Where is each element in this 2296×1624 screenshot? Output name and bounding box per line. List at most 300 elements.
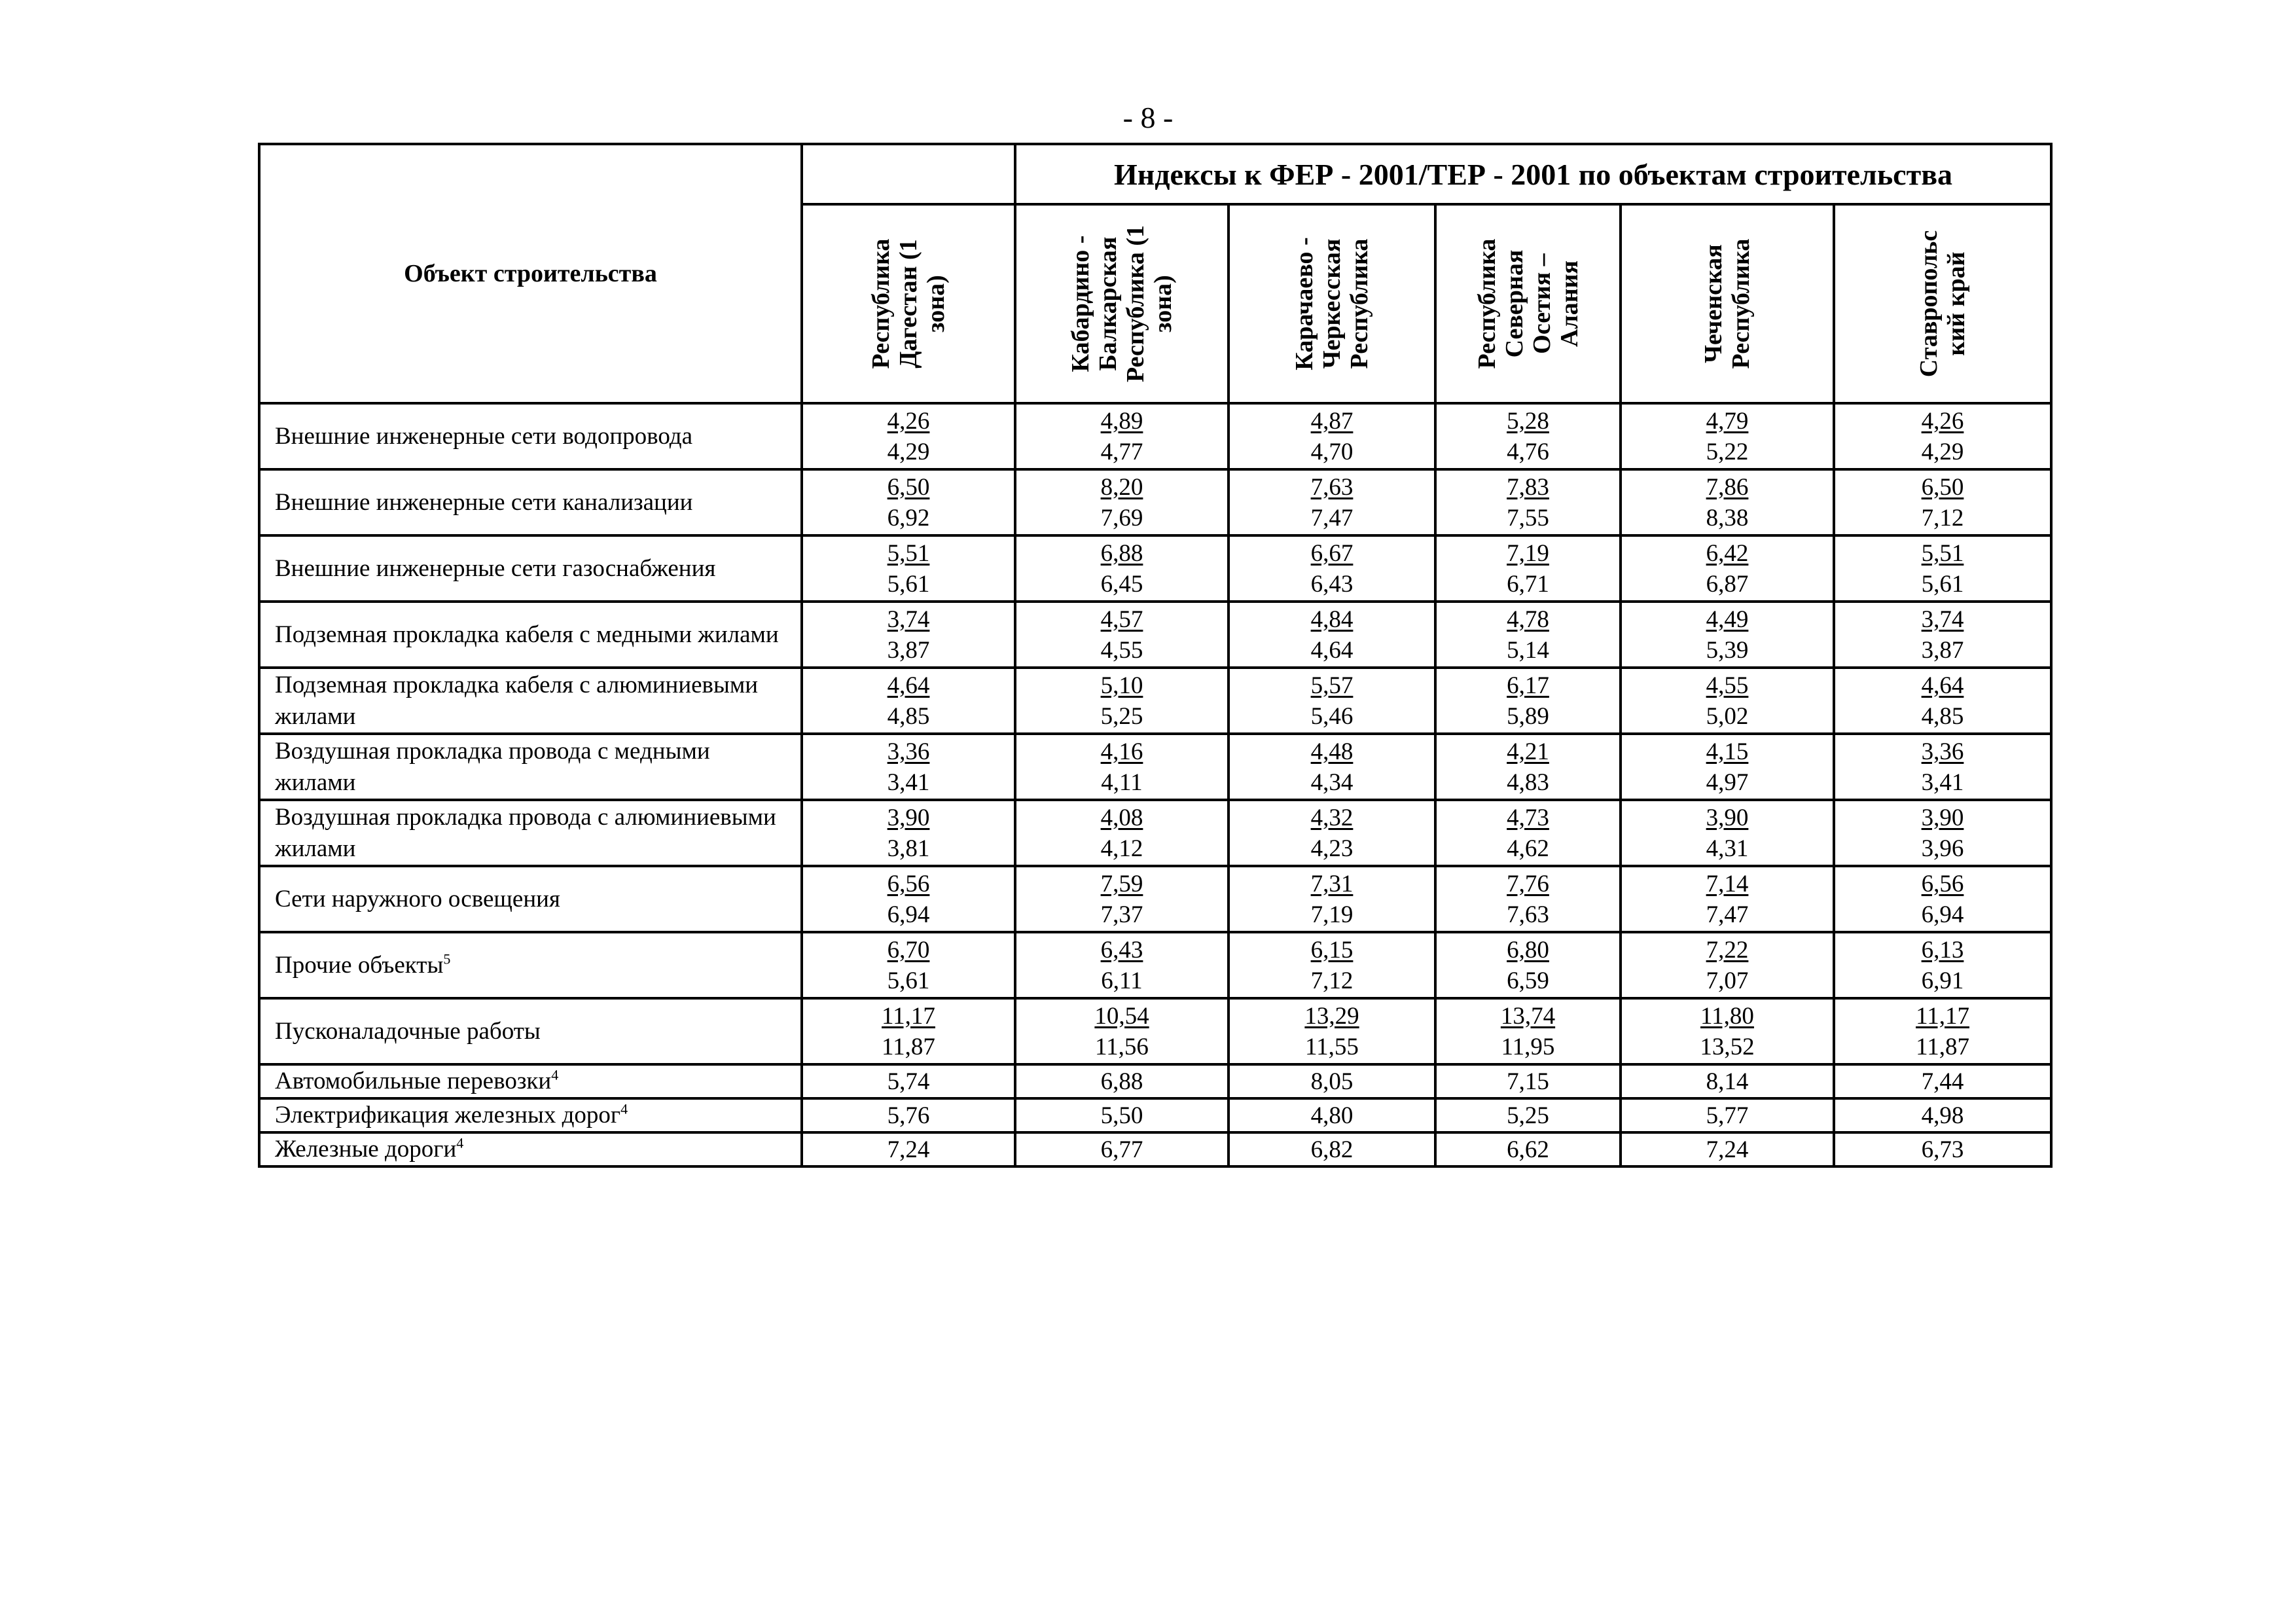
fer-index-value: 5,51 (1921, 539, 1964, 567)
ter-index-value: 7,12 (1921, 504, 1964, 532)
ter-index-value: 3,81 (887, 835, 930, 862)
value-cell (1621, 535, 1834, 602)
value-cell (1834, 1064, 2051, 1098)
value-cell (1621, 668, 1834, 734)
value-cell (1015, 998, 1229, 1064)
fer-index-value-wrap (1230, 935, 1434, 965)
ter-index-value: 5,39 (1706, 636, 1749, 664)
footnote-marker: 4 (620, 1100, 628, 1117)
fer-index-value-wrap (1016, 472, 1227, 503)
row-label (259, 668, 802, 734)
value-cell (1229, 998, 1435, 1064)
value-cell (1015, 866, 1229, 932)
value-cell (1435, 932, 1621, 998)
value-cell (1229, 535, 1435, 602)
fer-index-value-wrap (1622, 935, 1833, 965)
ter-index-value: 11,56 (1095, 1033, 1149, 1060)
value-cell (802, 535, 1015, 602)
fer-index-value-wrap (1230, 803, 1434, 833)
fer-index-value: 3,74 (1921, 605, 1964, 633)
fer-index-value-wrap (803, 604, 1014, 635)
row-label-text: Автомобильные перевозки (275, 1068, 552, 1094)
ter-index-value: 7,37 (1100, 901, 1143, 928)
row-label (259, 1098, 802, 1132)
table-row (259, 1098, 2051, 1132)
ter-index-value: 6,71 (1507, 570, 1549, 598)
region-label: Кабардино - Балкарская Республика (1 зона) (1067, 225, 1177, 383)
index-value: 7,24 (1706, 1136, 1749, 1163)
fer-index-value: 7,63 (1310, 473, 1354, 501)
fer-index-value-wrap (1622, 604, 1833, 635)
fer-index-value: 3,90 (1706, 804, 1749, 831)
index-value: 4,98 (1921, 1102, 1964, 1129)
index-value: 6,62 (1507, 1136, 1549, 1163)
fer-index-value: 4,79 (1706, 407, 1749, 435)
value-cell (1229, 932, 1435, 998)
fer-index-value: 4,26 (1921, 407, 1964, 435)
fer-index-value-wrap (1230, 406, 1434, 437)
region-header (1435, 204, 1621, 403)
ter-index-value: 4,31 (1706, 835, 1749, 862)
value-cell (802, 998, 1015, 1064)
fer-index-value: 5,28 (1507, 407, 1549, 435)
row-label-text: Электрификация железных дорог (275, 1102, 621, 1128)
group-header: Индексы к ФЕР - 2001/ТЕР - 2001 по объектам строительства (1015, 144, 2051, 204)
table-row (259, 1064, 2051, 1098)
fer-index-value: 6,15 (1310, 936, 1354, 964)
fer-index-value-wrap (1016, 869, 1227, 899)
fer-index-value-wrap (1437, 538, 1619, 569)
footnote-marker: 4 (551, 1066, 559, 1083)
region-label: Ставропольс кий край (1915, 230, 1970, 378)
table-row (259, 734, 2051, 800)
fer-index-value: 6,67 (1310, 539, 1354, 567)
fer-index-value-wrap (1016, 604, 1227, 635)
fer-index-value-wrap (1437, 736, 1619, 767)
value-cell (1435, 734, 1621, 800)
fer-index-value-wrap (1622, 538, 1833, 569)
fer-index-value: 7,14 (1706, 870, 1749, 897)
fer-index-value-wrap (803, 869, 1014, 899)
object-column-header: Объект строительства (259, 144, 802, 403)
value-cell (1229, 866, 1435, 932)
page-number: - 8 - (1122, 101, 1174, 134)
ter-index-value: 6,91 (1921, 967, 1964, 994)
ter-index-value: 7,69 (1100, 504, 1143, 532)
row-label (259, 1064, 802, 1098)
region-header (802, 204, 1015, 403)
ter-index-value: 6,43 (1310, 570, 1354, 598)
index-value: 7,24 (887, 1136, 930, 1163)
fer-index-value-wrap (1835, 935, 2050, 965)
value-cell (1435, 998, 1621, 1064)
ter-index-value: 6,59 (1507, 967, 1549, 994)
ter-index-value: 7,47 (1706, 901, 1749, 928)
value-cell (802, 734, 1015, 800)
ter-index-value: 5,02 (1706, 702, 1749, 730)
region-header (1621, 204, 1834, 403)
value-cell (1435, 800, 1621, 866)
fer-index-value-wrap (1230, 869, 1434, 899)
row-label (259, 866, 802, 932)
value-cell (802, 1064, 1015, 1098)
table-body (259, 403, 2051, 1166)
index-value: 5,50 (1100, 1102, 1143, 1129)
fer-index-value-wrap (1622, 1001, 1833, 1032)
fer-index-value: 7,22 (1706, 936, 1749, 964)
value-cell (1621, 734, 1834, 800)
value-cell (802, 1132, 1015, 1166)
row-label-text: Подземная прокладка кабеля с медными жилами (275, 621, 779, 648)
value-cell (1229, 403, 1435, 469)
row-label-text: Подземная прокладка кабеля с алюминиевыми жилами (275, 671, 759, 730)
row-label-text: Внешние инженерные сети канализации (275, 488, 693, 516)
ter-index-value: 5,61 (1921, 570, 1964, 598)
value-cell (1435, 1098, 1621, 1132)
fer-index-value: 4,87 (1310, 407, 1354, 435)
fer-index-value-wrap (1016, 736, 1227, 767)
index-value: 7,44 (1921, 1068, 1964, 1095)
ter-index-value: 11,95 (1501, 1033, 1555, 1060)
fer-index-value: 6,50 (887, 473, 930, 501)
value-cell (1834, 1098, 2051, 1132)
fer-index-value-wrap (803, 803, 1014, 833)
fer-index-value-wrap (1016, 670, 1227, 701)
fer-index-value-wrap (1835, 736, 2050, 767)
index-value: 5,76 (887, 1102, 930, 1129)
region-label: Республика Дагестан (1 зона) (867, 238, 950, 369)
table-row (259, 469, 2051, 535)
region-label: Чеченская Республика (1700, 238, 1755, 369)
row-label (259, 403, 802, 469)
ter-index-value: 4,34 (1310, 768, 1354, 796)
value-cell (1621, 800, 1834, 866)
footnote-marker: 5 (443, 950, 451, 967)
ter-index-value: 7,12 (1310, 967, 1354, 994)
fer-index-value: 7,86 (1706, 473, 1749, 501)
fer-index-value-wrap (1835, 803, 2050, 833)
fer-index-value-wrap (1622, 869, 1833, 899)
value-cell (802, 1098, 1015, 1132)
fer-index-value: 4,26 (887, 407, 930, 435)
fer-index-value: 6,56 (887, 870, 930, 897)
row-label (259, 734, 802, 800)
value-cell (1015, 1064, 1229, 1098)
ter-index-value: 5,22 (1706, 438, 1749, 465)
blank-header-cell (802, 144, 1015, 204)
footnote-marker: 4 (456, 1134, 464, 1151)
fer-index-value-wrap (1622, 803, 1833, 833)
fer-index-value-wrap (1437, 670, 1619, 701)
fer-index-value-wrap (1437, 803, 1619, 833)
value-cell (1435, 602, 1621, 668)
value-cell (802, 932, 1015, 998)
ter-index-value: 7,63 (1507, 901, 1549, 928)
fer-index-value: 6,13 (1921, 936, 1964, 964)
ter-index-value: 4,29 (887, 438, 930, 465)
value-cell (1621, 403, 1834, 469)
fer-index-value: 3,90 (887, 804, 930, 831)
row-label (259, 800, 802, 866)
row-label-text: Прочие объекты (275, 951, 444, 979)
fer-index-value-wrap (1016, 538, 1227, 569)
fer-index-value-wrap (1437, 472, 1619, 503)
value-cell (802, 668, 1015, 734)
ter-index-value: 4,62 (1507, 835, 1549, 862)
value-cell (802, 403, 1015, 469)
fer-index-value: 6,50 (1921, 473, 1964, 501)
value-cell (1015, 734, 1229, 800)
value-cell (1435, 403, 1621, 469)
ter-index-value: 5,46 (1310, 702, 1354, 730)
row-label-text: Пусконаладочные работы (275, 1017, 541, 1045)
fer-index-value: 11,17 (1916, 1002, 1969, 1030)
fer-index-value: 4,78 (1507, 605, 1549, 633)
value-cell (1015, 668, 1229, 734)
fer-index-value: 7,59 (1100, 870, 1143, 897)
fer-index-value-wrap (1835, 472, 2050, 503)
row-label-text: Сети наружного освещения (275, 885, 560, 912)
fer-index-value-wrap (1835, 406, 2050, 437)
row-label (259, 535, 802, 602)
fer-index-value: 4,48 (1310, 738, 1354, 765)
fer-index-value-wrap (1230, 538, 1434, 569)
fer-index-value-wrap (1230, 1001, 1434, 1032)
value-cell (1015, 1132, 1229, 1166)
ter-index-value: 8,38 (1706, 504, 1749, 532)
fer-index-value: 4,21 (1507, 738, 1549, 765)
value-cell (1229, 668, 1435, 734)
fer-index-value-wrap (803, 1001, 1014, 1032)
ter-index-value: 5,61 (887, 967, 930, 994)
table-row (259, 932, 2051, 998)
region-header (1229, 204, 1435, 403)
fer-index-value-wrap (1230, 670, 1434, 701)
index-value: 5,25 (1507, 1102, 1549, 1129)
value-cell (1834, 602, 2051, 668)
row-label (259, 602, 802, 668)
value-cell (1435, 535, 1621, 602)
value-cell (1229, 800, 1435, 866)
fer-index-value: 6,56 (1921, 870, 1964, 897)
fer-index-value: 6,80 (1507, 936, 1549, 964)
value-cell (1834, 998, 2051, 1064)
table-row (259, 800, 2051, 866)
ter-index-value: 7,55 (1507, 504, 1549, 532)
row-label (259, 469, 802, 535)
fer-index-value-wrap (1230, 736, 1434, 767)
fer-index-value-wrap (803, 736, 1014, 767)
fer-index-value: 4,73 (1507, 804, 1549, 831)
value-cell (1015, 932, 1229, 998)
fer-index-value: 5,57 (1310, 672, 1354, 699)
fer-index-value: 6,42 (1706, 539, 1749, 567)
ter-index-value: 11,55 (1305, 1033, 1359, 1060)
value-cell (1834, 668, 2051, 734)
value-cell (1015, 1098, 1229, 1132)
fer-index-value: 6,17 (1507, 672, 1549, 699)
ter-index-value: 11,87 (1916, 1033, 1969, 1060)
value-cell (1834, 535, 2051, 602)
fer-index-value: 8,20 (1100, 473, 1143, 501)
fer-index-value-wrap (1437, 604, 1619, 635)
table-row (259, 535, 2051, 602)
row-label-text: Внешние инженерные сети водопровода (275, 422, 693, 450)
value-cell (1834, 932, 2051, 998)
value-cell (1229, 1132, 1435, 1166)
table-row (259, 602, 2051, 668)
value-cell (1621, 998, 1834, 1064)
fer-index-value: 11,80 (1700, 1002, 1754, 1030)
value-cell (1435, 469, 1621, 535)
value-cell (1621, 1064, 1834, 1098)
fer-index-value-wrap (1016, 803, 1227, 833)
fer-index-value-wrap (803, 472, 1014, 503)
fer-index-value-wrap (1835, 1001, 2050, 1032)
value-cell (1621, 1098, 1834, 1132)
ter-index-value: 7,07 (1706, 967, 1749, 994)
index-value: 6,77 (1100, 1136, 1143, 1163)
region-header (1834, 204, 2051, 403)
ter-index-value: 6,94 (887, 901, 930, 928)
fer-index-value-wrap (1622, 406, 1833, 437)
fer-index-value: 13,74 (1500, 1002, 1556, 1030)
index-value: 8,05 (1310, 1068, 1354, 1095)
fer-index-value: 7,31 (1310, 870, 1354, 897)
row-label-text: Железные дороги (275, 1136, 457, 1163)
table-row (259, 998, 2051, 1064)
ter-index-value: 6,87 (1706, 570, 1749, 598)
value-cell (1834, 866, 2051, 932)
fer-index-value: 11,17 (882, 1002, 935, 1030)
fer-index-value: 4,57 (1100, 605, 1143, 633)
fer-index-value-wrap (803, 406, 1014, 437)
fer-index-value: 4,89 (1100, 407, 1143, 435)
fer-index-value: 4,49 (1706, 605, 1749, 633)
ter-index-value: 4,85 (1921, 702, 1964, 730)
value-cell (1015, 469, 1229, 535)
fer-index-value: 7,83 (1507, 473, 1549, 501)
ter-index-value: 6,92 (887, 504, 930, 532)
fer-index-value-wrap (1622, 670, 1833, 701)
ter-index-value: 4,85 (887, 702, 930, 730)
ter-index-value: 4,12 (1100, 835, 1143, 862)
fer-index-value: 4,55 (1706, 672, 1749, 699)
ter-index-value: 4,11 (1101, 768, 1143, 796)
fer-index-value: 3,36 (1921, 738, 1964, 765)
row-label (259, 998, 802, 1064)
index-value: 4,80 (1310, 1102, 1354, 1129)
value-cell (1015, 403, 1229, 469)
value-cell (802, 469, 1015, 535)
row-label (259, 932, 802, 998)
fer-index-value: 3,90 (1921, 804, 1964, 831)
value-cell (1834, 469, 2051, 535)
ter-index-value: 5,25 (1100, 702, 1143, 730)
fer-index-value: 5,51 (887, 539, 930, 567)
ter-index-value: 3,87 (1921, 636, 1964, 664)
ter-index-value: 4,77 (1100, 438, 1143, 465)
ter-index-value: 5,14 (1507, 636, 1549, 664)
fer-index-value-wrap (1016, 935, 1227, 965)
value-cell (802, 866, 1015, 932)
region-header (1015, 204, 1229, 403)
ter-index-value: 6,94 (1921, 901, 1964, 928)
fer-index-value-wrap (1437, 1001, 1619, 1032)
fer-index-value-wrap (1835, 604, 2050, 635)
row-label-text: Внешние инженерные сети газоснабжения (275, 554, 716, 582)
index-value: 7,15 (1507, 1068, 1549, 1095)
fer-index-value: 6,70 (887, 936, 930, 964)
ter-index-value: 6,45 (1100, 570, 1143, 598)
ter-index-value: 4,83 (1507, 768, 1549, 796)
row-label-text: Воздушная прокладка провода с алюминиевыми жилами (275, 803, 776, 862)
ter-index-value: 4,70 (1310, 438, 1354, 465)
fer-index-value: 13,29 (1304, 1002, 1359, 1030)
value-cell (1621, 932, 1834, 998)
index-value: 5,77 (1706, 1102, 1749, 1129)
index-value: 6,88 (1100, 1068, 1143, 1095)
index-value: 5,74 (887, 1068, 930, 1095)
value-cell (1834, 800, 2051, 866)
ter-index-value: 4,64 (1310, 636, 1354, 664)
fer-index-value-wrap (1622, 472, 1833, 503)
fer-index-value: 4,64 (887, 672, 930, 699)
value-cell (802, 602, 1015, 668)
value-cell (1834, 1132, 2051, 1166)
value-cell (1621, 469, 1834, 535)
fer-index-value: 3,74 (887, 605, 930, 633)
ter-index-value: 3,41 (887, 768, 930, 796)
fer-index-value-wrap (803, 538, 1014, 569)
fer-index-value-wrap (1437, 869, 1619, 899)
ter-index-value: 4,55 (1100, 636, 1143, 664)
value-cell (1834, 403, 2051, 469)
fer-index-value: 4,16 (1100, 738, 1143, 765)
value-cell (1435, 866, 1621, 932)
value-cell (1015, 535, 1229, 602)
ter-index-value: 5,61 (887, 570, 930, 598)
fer-index-value-wrap (1016, 406, 1227, 437)
value-cell (1015, 800, 1229, 866)
ter-index-value: 11,87 (882, 1033, 935, 1060)
region-label: Республика Северная Осетия – Алания (1473, 238, 1583, 369)
table-row (259, 668, 2051, 734)
ter-index-value: 6,11 (1101, 967, 1143, 994)
ter-index-value: 5,89 (1507, 702, 1549, 730)
ter-index-value: 4,29 (1921, 438, 1964, 465)
value-cell (802, 800, 1015, 866)
table-row (259, 866, 2051, 932)
fer-index-value: 3,36 (887, 738, 930, 765)
fer-index-value-wrap (1835, 538, 2050, 569)
value-cell (1229, 602, 1435, 668)
fer-index-value: 6,88 (1100, 539, 1143, 567)
value-cell (1229, 469, 1435, 535)
index-value: 6,82 (1310, 1136, 1354, 1163)
ter-index-value: 7,19 (1310, 901, 1354, 928)
fer-index-value: 4,64 (1921, 672, 1964, 699)
value-cell (1229, 1064, 1435, 1098)
fer-index-value-wrap (803, 670, 1014, 701)
fer-index-value-wrap (1230, 604, 1434, 635)
ter-index-value: 4,97 (1706, 768, 1749, 796)
value-cell (1621, 1132, 1834, 1166)
fer-index-value: 7,19 (1507, 539, 1549, 567)
row-label (259, 1132, 802, 1166)
value-cell (1229, 734, 1435, 800)
fer-index-value: 7,76 (1507, 870, 1549, 897)
